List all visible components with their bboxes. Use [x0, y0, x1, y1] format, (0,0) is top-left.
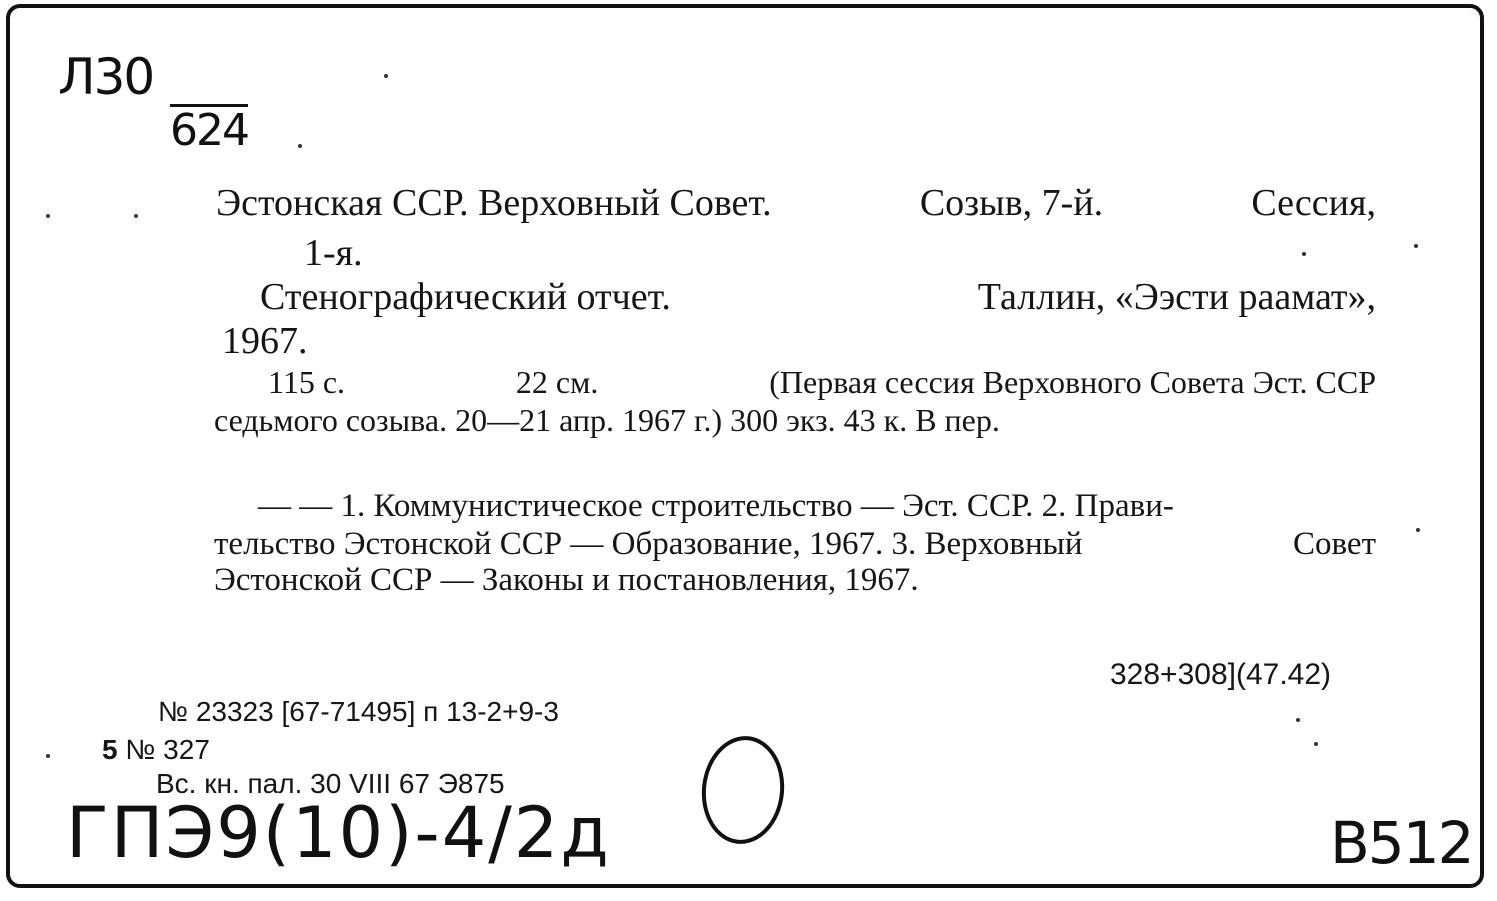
- size: 22 см.: [515, 364, 599, 400]
- subjects-line-3: Эстонской ССР — Законы и постановления, 1967.: [214, 562, 919, 598]
- series-note: (Первая сессия Верховного Совета Эст. ССР: [769, 364, 1376, 400]
- classification-code: 328+308](47.42): [1110, 658, 1332, 691]
- publication-year: 1967.: [222, 320, 308, 362]
- pages: 115 с.: [268, 364, 346, 400]
- title-line: [260, 278, 1376, 316]
- imprint-text: Таллин, «Ээсти раамат»,: [977, 276, 1376, 318]
- registry-line-1: № 23323 [67-71495] п 13-2+9-3: [158, 696, 559, 727]
- heading-part1: Эстонская ССР. Верховный Совет.: [216, 182, 772, 224]
- speck: [1314, 742, 1318, 746]
- speck: [134, 214, 138, 218]
- subjects-line-1: — — 1. Коммунистическое строительство — Эст. ССР. 2. Прави-: [258, 488, 1174, 524]
- handwritten-code-left: ГПЭ9(10)-4/2д: [66, 792, 611, 874]
- registry-line-2: [102, 736, 210, 764]
- collation-line: [268, 366, 1376, 398]
- shelfmark-bottom: 624: [170, 105, 248, 156]
- registry-copy-count: 5: [102, 734, 118, 765]
- hand-drawn-circle: [697, 732, 790, 848]
- speck: [298, 144, 302, 148]
- speck: [46, 214, 50, 218]
- subjects-line-2: [214, 528, 1376, 561]
- collation-note-end: седьмого созыва. 20—21 апр. 1967 г.) 300 экз. 43 к. В пер.: [214, 402, 1000, 438]
- subjects-line-2b: Совет: [1293, 526, 1376, 562]
- handwritten-code-right: В512: [1330, 809, 1473, 877]
- subjects-line-2a: тельство Эстонской ССР — Образование, 1967. 3. Верховный: [214, 526, 1083, 562]
- registry-line-3: Вс. кн. пал. 30 VIII 67 Э875: [156, 768, 505, 799]
- speck: [1416, 528, 1420, 532]
- registry-number: № 327: [125, 734, 210, 765]
- shelfmark-top: Л30: [58, 48, 154, 106]
- heading-continuation: 1-я.: [304, 232, 363, 274]
- speck: [384, 74, 388, 78]
- catalog-card: [6, 4, 1484, 888]
- heading-part2: Созыв, 7-й.: [919, 182, 1104, 224]
- speck: [1296, 718, 1300, 722]
- speck: [1414, 244, 1418, 248]
- speck: [1302, 252, 1306, 256]
- entry-heading: [216, 184, 1376, 222]
- speck: [46, 754, 50, 758]
- title-text: Стенографический отчет.: [260, 276, 671, 318]
- heading-part3: Сессия,: [1251, 182, 1376, 224]
